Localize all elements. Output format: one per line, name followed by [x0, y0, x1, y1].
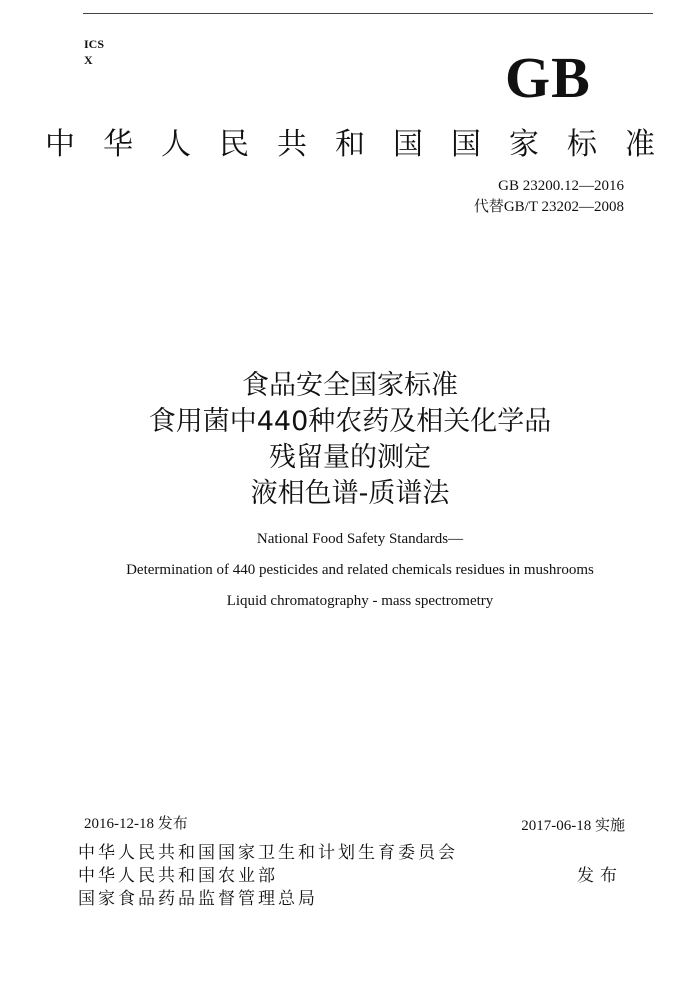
issuer-line — [78, 888, 623, 911]
issue-date: 2016-12-18 发布 — [84, 816, 188, 832]
issuer-line — [78, 842, 623, 865]
effective-date: 2017-06-18 实施 — [521, 818, 625, 834]
issuer-name: 国家食品药品监督管理总局 — [78, 889, 318, 909]
issuer-name: 中华人民共和国农业部 — [78, 866, 278, 886]
chinese-title-line: 食用菌中440种农药及相关化学品 — [148, 406, 552, 437]
issuing-authorities — [78, 842, 623, 911]
gb-logo: GB — [505, 45, 591, 110]
english-title-line: Liquid chromatography - mass spectrometry — [226, 593, 494, 609]
standard-title: 中华人民共和国国家标准 — [45, 127, 683, 162]
issuer-line — [78, 865, 623, 888]
ccs-label: X — [84, 53, 93, 67]
standard-number: GB 23200.12—2016 — [498, 178, 624, 194]
chinese-title-line: 液相色谱-质谱法 — [250, 478, 450, 509]
ics-label: ICS — [84, 37, 105, 51]
issuer-name: 中华人民共和国国家卫生和计划生育委员会 — [78, 843, 458, 863]
chinese-title — [0, 368, 700, 512]
chinese-title-line: 食品安全国家标准 — [242, 370, 458, 401]
replaced-standard: 代替GB/T 23202—2008 — [473, 199, 624, 215]
classification-codes — [84, 36, 104, 68]
chinese-title-line: 残留量的测定 — [269, 442, 431, 473]
english-title-line: Determination of 440 pesticides and related chemicals residues in mushrooms — [126, 562, 594, 578]
top-rule — [83, 13, 653, 14]
english-title-line: National Food Safety Standards— — [256, 531, 464, 547]
publish-label: 发布 — [577, 866, 623, 886]
english-title — [0, 524, 700, 617]
standard-numbers — [474, 176, 624, 218]
